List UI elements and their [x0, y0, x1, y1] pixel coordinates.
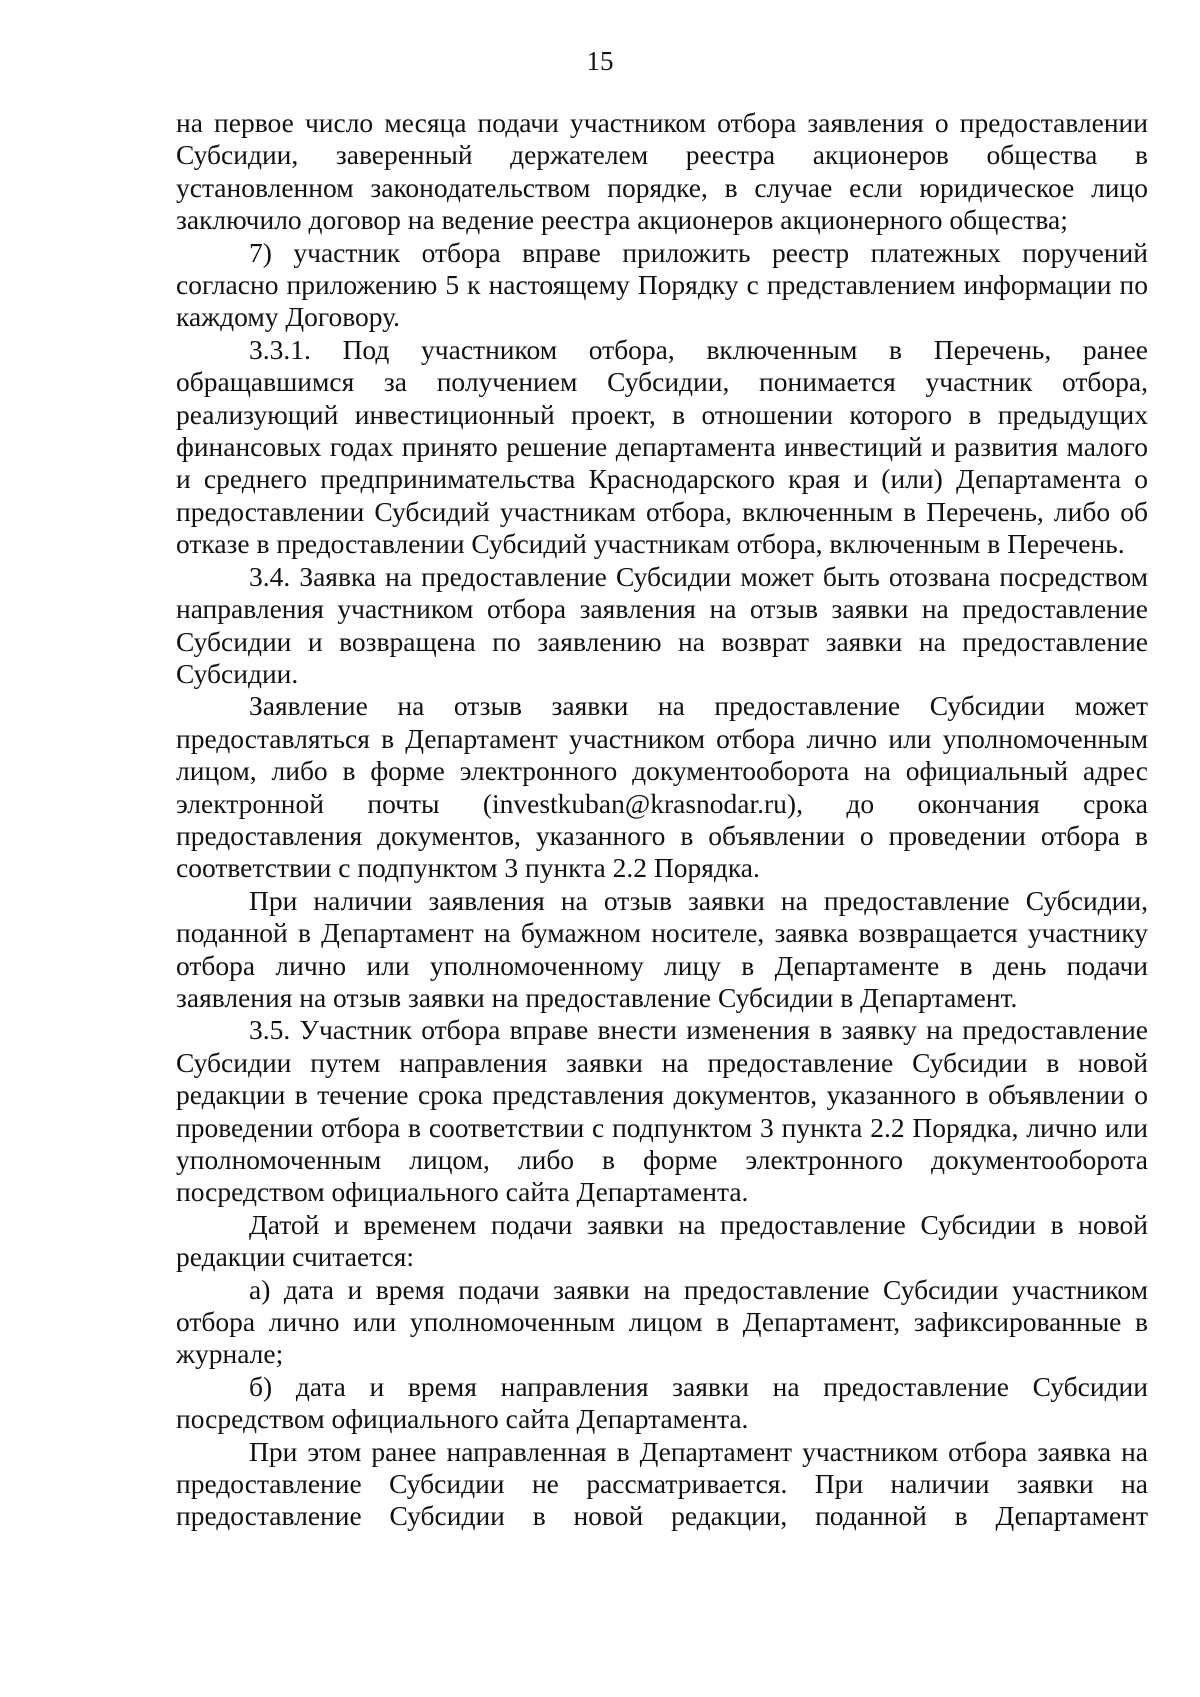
paragraph-item-7: 7) участник отбора вправе приложить реестр платежных поручений согласно приложению 5 к настоящему Порядку с представлением информации по каждому Договору. — [176, 236, 1148, 333]
paragraph-withdrawal-application: Заявление на отзыв заявки на предоставление Субсидии может предоставляться в Департамент участником отбора лично или уполномоченным лицом, либо в форме электронного документооборота на официальный адрес электронной почты (investkuban@krasnodar.ru), до окончания срока предоставления документов, указанного в объявлении о проведении отбора в соответствии с подпунктом 3 пункта 2.2 Порядка. — [176, 690, 1148, 884]
paragraph-3-4: 3.4. Заявка на предоставление Субсидии может быть отозвана посредством направления участником отбора заявления на отзыв заявки на предоставление Субсидии и возвращена по заявлению на возврат заявки на предоставление Субсидии. — [176, 560, 1148, 689]
page-number: 15 — [586, 46, 614, 76]
paragraph-submission-date: Датой и временем подачи заявки на предоставление Субсидии в новой редакции считается: — [176, 1208, 1148, 1273]
paragraph-paper-return: При наличии заявления на отзыв заявки на предоставление Субсидии, поданной в Департамент на бумажном носителе, заявка возвращается участнику отбора лично или уполномоченному лицу в Департаменте в день подачи заявления на отзыв заявки на предоставление Субсидии в Департамент. — [176, 884, 1148, 1013]
paragraph-item-b: б) дата и время направления заявки на предоставление Субсидии посредством официального сайта Департамента. — [176, 1370, 1148, 1435]
document-body — [176, 107, 1148, 1533]
paragraph-3-3-1: 3.3.1. Под участником отбора, включенным в Перечень, ранее обращавшимся за получением Субсидии, понимается участник отбора, реализующий инвестиционный проект, в отношении которого в предыдущих финансовых годах принято решение департамента инвестиций и развития малого и среднего предпринимательства Краснодарского края и (или) Департамента о предоставлении Субсидий участникам отбора, включенным в Перечень, либо об отказе в предоставлении Субсидий участникам отбора, включенным в Перечень. — [176, 333, 1148, 560]
paragraph-prior-application: При этом ранее направленная в Департамент участником отбора заявка на предоставление Субсидии не рассматривается. При наличии заявки на предоставление Субсидии в новой редакции, поданной в Департамент — [176, 1435, 1148, 1532]
paragraph-3-5: 3.5. Участник отбора вправе внести изменения в заявку на предоставление Субсидии путем направления заявки на предоставление Субсидии в новой редакции в течение срока представления документов, указанного в объявлении о проведении отбора в соответствии с подпунктом 3 пункта 2.2 Порядка, лично или уполномоченным лицом, либо в форме электронного документооборота посредством официального сайта Департамента. — [176, 1014, 1148, 1208]
paragraph-item-a: а) дата и время подачи заявки на предоставление Субсидии участником отбора лично или уполномоченным лицом в Департамент, зафиксированные в журнале; — [176, 1273, 1148, 1370]
paragraph-continuation: на первое число месяца подачи участником отбора заявления о предоставлении Субсидии, заверенный держателем реестра акционеров общества в установленном законодательством порядке, в случае если юридическое лицо заключило договор на ведение реестра акционеров акционерного общества; — [176, 107, 1148, 236]
